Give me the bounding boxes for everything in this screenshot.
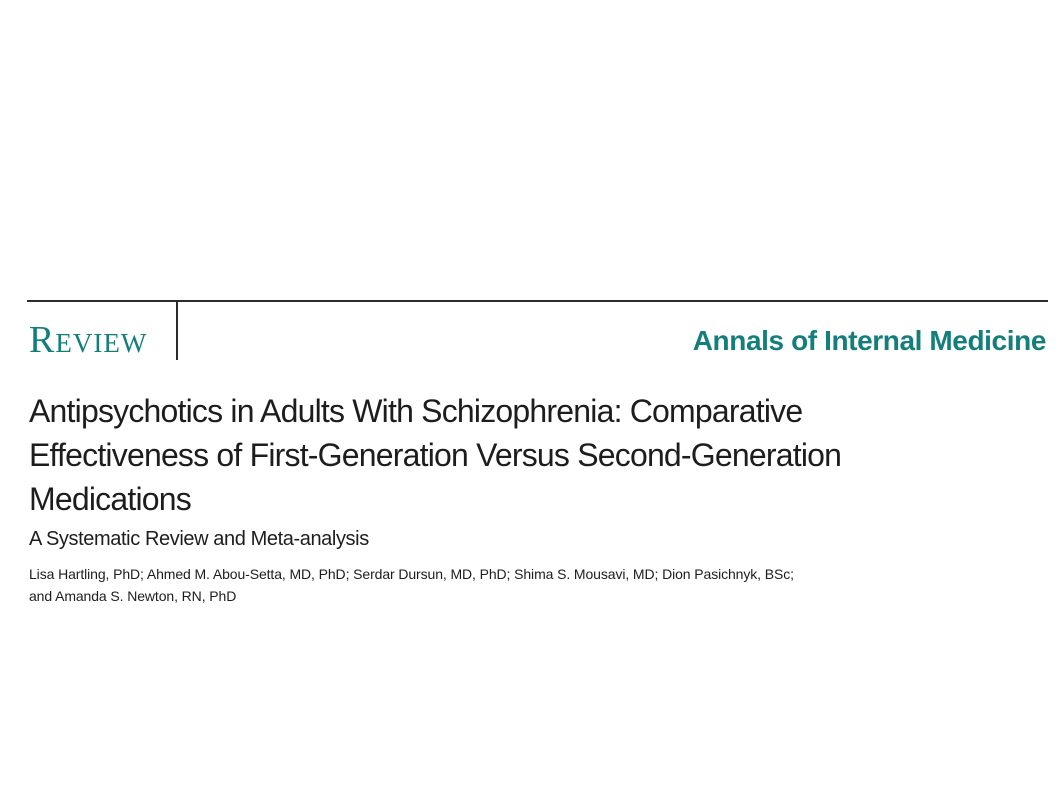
- section-label: Review: [29, 319, 148, 361]
- article-subtitle: A Systematic Review and Meta-analysis: [29, 528, 369, 550]
- title-line: Medications: [29, 481, 191, 517]
- header-rule: [27, 300, 1048, 302]
- title-line: Effectiveness of First-Generation Versus Second-Generation: [29, 437, 842, 473]
- author-line: Lisa Hartling, PhD; Ahmed M. Abou-Setta, MD, PhD; Serdar Dursun, MD, PhD; Shima S. Mousavi, MD; Dion Pasichnyk, BSc;: [29, 566, 794, 582]
- title-line: Antipsychotics in Adults With Schizophrenia: Comparative: [29, 393, 803, 429]
- journal-name: Annals of Internal Medicine: [692, 325, 1046, 356]
- author-list: [29, 563, 1029, 607]
- author-line: and Amanda S. Newton, RN, PhD: [29, 588, 237, 604]
- header-divider: [176, 300, 178, 360]
- article-title: [29, 389, 1029, 521]
